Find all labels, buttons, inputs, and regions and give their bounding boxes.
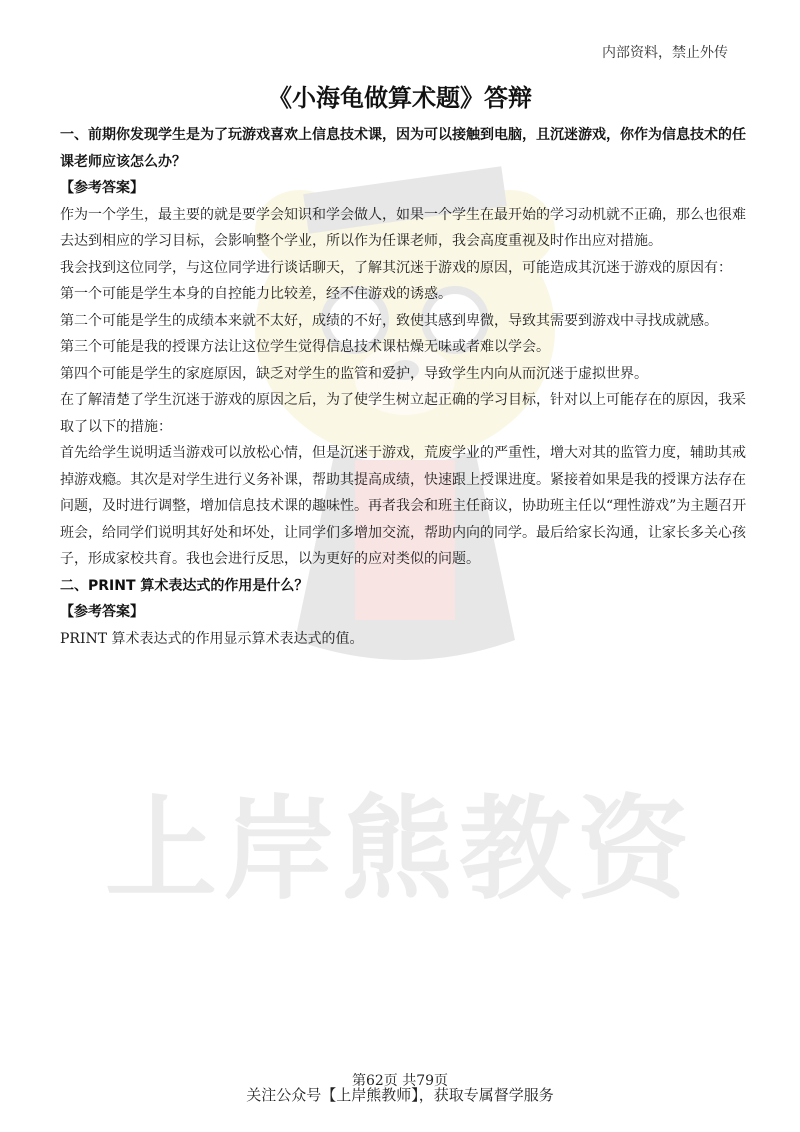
- answer-1-paragraph-6: 第四个可能是学生的家庭原因，缺乏对学生的监管和爱护，导致学生内向从而沉迷于虚拟世界。: [60, 365, 648, 382]
- confidential-note: 内部资料，禁止外传: [602, 45, 728, 61]
- answer-1-paragraph-3: 第一个可能是学生本身的自控能力比较差，经不住游戏的诱惑。: [60, 286, 452, 302]
- answer-label-2: 【参考答案】: [60, 604, 144, 620]
- answer-1-paragraph-7: 在了解清楚了学生沉迷于游戏的原因之后，为了使学生树立起正确的学习目标，针对以上可能存在的原因，我采取了以下的措施：: [60, 392, 746, 435]
- answer-2-paragraph-1: PRINT 算术表达式的作用显示算术表达式的值。: [60, 630, 364, 647]
- answer-1-paragraph-8: 首先给学生说明适当游戏可以放松心情，但是沉迷于游戏，荒废学业的严重性，增大对其的监管力度，辅助其戒掉游戏瘾。其次是对学生进行义务补课，帮助其提高成绩，快速跟上授课进度。紧接着如果是我的授课方法存在问题，及时进行调整，增加信息技术课的趣味性。再者我会和班主任商议，协助班主任以“理性游戏”为主题召开班会，给同学们说明其好处和坏处，让同学们多增加交流，帮助内向的同学。最后给家长沟通，让家长多关心孩子，形成家校共育。我也会进行反思，以为更好的应对类似的问题。: [60, 445, 747, 567]
- answer-1-paragraph-4: 第二个可能是学生的成绩本来就不太好，成绩的不好，致使其感到卑微，导致其需要到游戏中寻找成就感。: [60, 312, 718, 329]
- answer-1-paragraph-5: 第三个可能是我的授课方法让这位学生觉得信息技术课枯燥无味或者难以学会。: [60, 339, 550, 355]
- footer-promo-text: 关注公众号【上岸熊教师】，获取专属督学服务: [246, 1086, 554, 1104]
- brand-watermark: 上岸熊教资: [105, 785, 695, 915]
- answer-label-1: 【参考答案】: [60, 180, 144, 196]
- page-number: 第62页 共79页: [351, 1073, 449, 1089]
- question-1: 一、前期你发现学生是为了玩游戏喜欢上信息技术课，因为可以接触到电脑，且沉迷游戏，你作为信息技术的任课老师应该怎么办？: [60, 127, 746, 170]
- question-2: 二、PRINT 算术表达式的作用是什么？: [60, 577, 309, 594]
- answer-1-paragraph-1: 作为一个学生，最主要的就是要学会知识和学会做人，如果一个学生在最开始的学习动机就不正确，那么也很难去达到相应的学习目标，会影响整个学业，所以作为任课老师，我会高度重视及时作出应对措施。: [60, 206, 746, 249]
- document-body: [60, 122, 750, 652]
- answer-1-paragraph-2: 我会找到这位同学，与这位同学进行谈话聊天，了解其沉迷于游戏的原因，可能造成其沉迷于游戏的原因有：: [60, 259, 732, 276]
- page-title: 《小海龟做算术题》答辩: [268, 84, 532, 112]
